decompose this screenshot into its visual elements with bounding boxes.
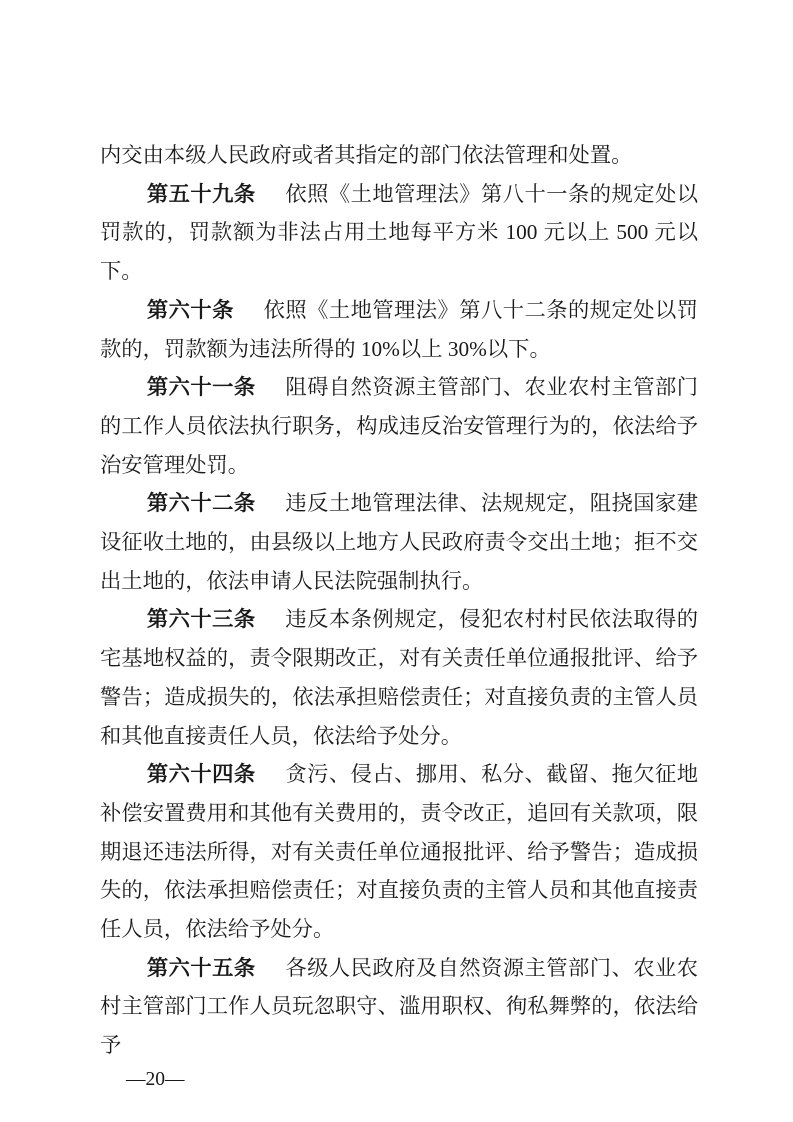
article-number: 第六十三条 (146, 607, 256, 632)
document-body (100, 136, 698, 1065)
article-paragraph-63 (100, 600, 698, 755)
continuation-paragraph (100, 136, 698, 175)
article-text: 阻碍自然资源主管部门、农业农村主管部门的工作人员依法执行职务，构成违反治安管理行为的，依法给予治安管理处罚。 (100, 375, 698, 477)
article-paragraph-64 (100, 755, 698, 949)
article-number: 第六十一条 (146, 375, 256, 400)
article-number: 第五十九条 (146, 181, 256, 206)
continuation-text: 内交由本级人民政府或者其指定的部门依法管理和处置。 (100, 143, 633, 167)
article-paragraph-62 (100, 484, 698, 600)
article-number: 第六十四条 (146, 762, 256, 787)
article-text: 贪污、侵占、挪用、私分、截留、拖欠征地补偿安置费用和其他有关费用的，责令改正，追回有关款项，限期退还违法所得，对有关责任单位通报批评、给予警告；造成损失的，依法承担赔偿责任；对直接负责的主管人员和其他直接责任人员，依法给予处分。 (100, 762, 698, 942)
article-paragraph-65 (100, 949, 698, 1065)
article-text: 依照《土地管理法》第八十二条的规定处以罚款的，罚款额为违法所得的 10%以上 30%以下。 (100, 297, 698, 361)
article-number: 第六十条 (146, 297, 234, 322)
article-number: 第六十二条 (146, 491, 256, 516)
page-number: —20— (126, 1069, 185, 1090)
article-text: 依照《土地管理法》第八十一条的规定处以罚款的，罚款额为非法占用土地每平方米 100 元以上 500 元以下。 (100, 181, 698, 284)
article-text: 各级人民政府及自然资源主管部门、农业农村主管部门工作人员玩忽职守、滥用职权、徇私舞弊的，依法给予 (100, 955, 698, 1058)
article-text: 违反本条例规定，侵犯农村村民依法取得的宅基地权益的，责令限期改正，对有关责任单位通报批评、给予警告；造成损失的，依法承担赔偿责任；对直接负责的主管人员和其他直接责任人员，依法给予处分。 (100, 607, 698, 748)
article-paragraph-61 (100, 368, 698, 484)
article-number: 第六十五条 (146, 955, 256, 980)
article-text: 违反土地管理法律、法规规定，阻挠国家建设征收土地的，由县级以上地方人民政府责令交出土地；拒不交出土地的，依法申请人民法院强制执行。 (100, 491, 698, 593)
article-paragraph-60 (100, 291, 698, 368)
article-paragraph-59 (100, 175, 698, 291)
